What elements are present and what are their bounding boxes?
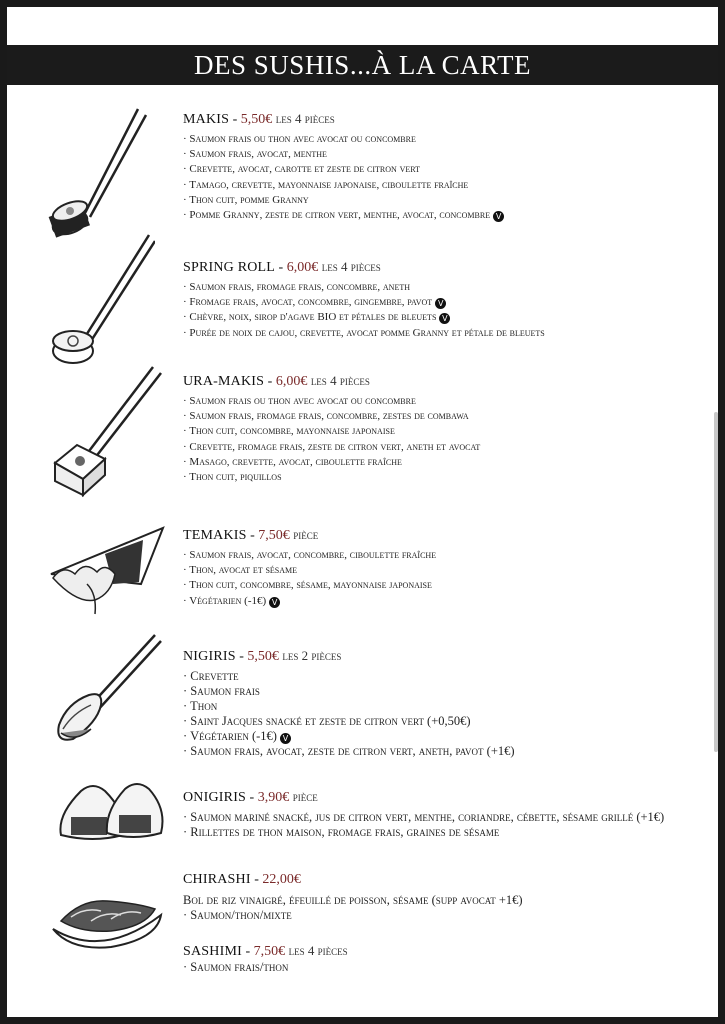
list-item: · Thon cuit, concombre, sésame, mayonnaise japonaise — [183, 579, 432, 592]
section-sashimi — [183, 942, 713, 975]
list-item: · Thon cuit, pomme Granny — [183, 193, 309, 206]
list-item: · Crevette — [183, 669, 239, 683]
section-description: Bol de riz vinaigré, éfeuillé de poisson, sésame (supp avocat +1€) — [183, 893, 523, 907]
list-item: · Crevette, fromage frais, zeste de citron vert, aneth et avocat — [183, 440, 481, 453]
section-chirashi — [183, 871, 713, 923]
list-item: · Saumon/thon/mixte — [183, 908, 292, 922]
section-heading: SASHIMI - 7,50€ les 4 pièces — [183, 943, 348, 959]
list-item: · Masago, crevette, avocat, ciboulette fraîche — [183, 455, 402, 468]
list-item: · Saumon frais, fromage frais, concombre, aneth — [183, 281, 411, 293]
section-ura-makis — [183, 372, 713, 485]
list-item: · Végétarien (-1€) V — [183, 729, 713, 744]
page-title: DES SUSHIS...À LA CARTE — [7, 45, 718, 85]
maki-chopsticks-illustration — [42, 105, 152, 245]
section-temakis — [183, 526, 713, 609]
section-heading: ONIGIRIS - 3,90€ pièce — [183, 789, 318, 805]
list-item: · Tamago, crevette, mayonnaise japonaise, ciboulette fraîche — [183, 178, 469, 191]
list-item: · Saumon frais, fromage frais, concombre, zestes de combawa — [183, 410, 469, 423]
list-item: · Rillettes de thon maison, fromage frais, graines de sésame — [183, 825, 500, 839]
list-item: · Purée de noix de cajou, crevette, avocat pomme Granny et pétale de bleuets — [183, 326, 545, 339]
list-item: · Saumon mariné snacké, jus de citron vert, menthe, coriandre, cébette, sésame grillé (+1€) — [183, 810, 665, 824]
list-item: · Thon cuit, concombre, mayonnaise japonaise — [183, 425, 395, 438]
section-heading: URA-MAKIS - 6,00€ les 4 pièces — [183, 373, 370, 389]
section-makis — [183, 110, 713, 223]
list-item: · Thon cuit, piquillos — [183, 471, 282, 484]
scrollbar[interactable] — [714, 412, 718, 752]
section-heading: SPRING ROLL - 6,00€ les 4 pièces — [183, 259, 381, 275]
section-heading: TEMAKIS - 7,50€ pièce — [183, 527, 319, 543]
section-heading: MAKIS - 5,50€ les 4 pièces — [183, 111, 335, 127]
list-item: · Saumon frais ou thon avec avocat ou concombre — [183, 133, 416, 145]
list-item: · Thon — [183, 699, 218, 713]
temaki-cone-illustration — [47, 522, 167, 622]
vegetarian-icon: V — [280, 733, 291, 744]
vegetarian-icon: V — [269, 597, 280, 608]
list-item: · Chèvre, noix, sirop d'agave BIO et pétales de bleuets V — [183, 310, 713, 325]
list-item: · Saint Jacques snacké et zeste de citron vert (+0,50€) — [183, 714, 471, 728]
section-spring-roll — [183, 258, 713, 341]
nigiri-chopsticks-illustration — [49, 629, 164, 759]
list-item: · Saumon frais ou thon avec avocat ou concombre — [183, 395, 416, 407]
list-item: · Saumon frais, avocat, concombre, ciboulette fraîche — [183, 549, 437, 561]
list-item: · Saumon frais/thon — [183, 960, 289, 974]
list-item: · Fromage frais, avocat, concombre, gingembre, pavot V — [183, 295, 713, 310]
list-item: · Thon, avocat et sésame — [183, 564, 298, 577]
section-nigiris — [183, 647, 713, 759]
section-onigiris — [183, 788, 713, 840]
vegetarian-icon: V — [435, 298, 446, 309]
list-item: · Crevette, avocat, carotte et zeste de citron vert — [183, 163, 420, 176]
section-heading: CHIRASHI - 22,00€ — [183, 872, 301, 887]
list-item: · Saumon frais, avocat, zeste de citron vert, aneth, pavot (+1€) — [183, 744, 515, 758]
list-item: · Végétarien (-1€) V — [183, 594, 713, 609]
onigiri-illustration — [55, 777, 165, 843]
vegetarian-icon: V — [439, 313, 450, 324]
vegetarian-icon: V — [493, 211, 504, 222]
list-item: · Pomme Granny, zeste de citron vert, menthe, avocat, concombre V — [183, 208, 713, 223]
ura-maki-chopsticks-illustration — [47, 363, 162, 498]
chirashi-plate-illustration — [51, 891, 166, 953]
list-item: · Saumon frais, avocat, menthe — [183, 148, 327, 161]
section-heading: NIGIRIS - 5,50€ les 2 pièces — [183, 648, 342, 664]
menu-page — [7, 7, 718, 1017]
list-item: · Saumon frais — [183, 684, 260, 698]
spring-roll-chopsticks-illustration — [45, 229, 155, 369]
